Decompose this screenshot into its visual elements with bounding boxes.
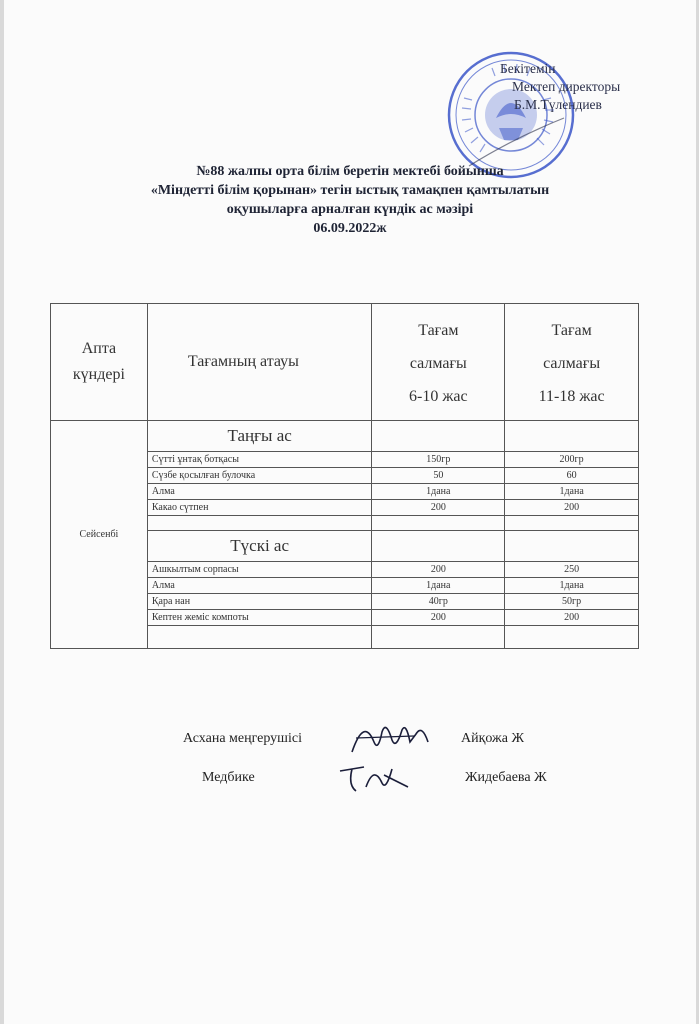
header-dish-name: Тағамның атауы bbox=[147, 304, 372, 421]
table-row: Алма 1дана 1дана bbox=[51, 484, 639, 500]
table-row: Кептен жеміс компоты 200 200 bbox=[51, 610, 639, 626]
table-row: Алма 1дана 1дана bbox=[51, 578, 639, 594]
approval-block bbox=[494, 60, 620, 114]
nurse-signature bbox=[334, 757, 414, 797]
nurse-title: Медбике bbox=[202, 770, 255, 785]
day-cell: Сейсенбі bbox=[51, 421, 148, 649]
table-row: Сүзбе қосылған булочка 50 60 bbox=[51, 468, 639, 484]
header-week-days: Апта күндері bbox=[51, 304, 148, 421]
daily-menu-table bbox=[50, 303, 639, 649]
nurse-name: Жидебаева Ж bbox=[465, 770, 547, 785]
table-header-row bbox=[51, 304, 639, 421]
breakfast-label-row bbox=[51, 421, 639, 452]
kitchen-head-title: Асхана меңгерушісі bbox=[183, 731, 302, 746]
lunch-label: Түскі ас bbox=[147, 531, 372, 562]
table-row: Какао сүтпен 200 200 bbox=[51, 500, 639, 516]
approval-line-2: Мектеп директоры bbox=[512, 79, 621, 94]
table-row: Ашкылтым сорпасы 200 250 bbox=[51, 562, 639, 578]
document-title bbox=[4, 162, 696, 238]
approval-line-3: Б.М.Түлендиев bbox=[514, 97, 602, 112]
kitchen-head-signature bbox=[344, 712, 434, 762]
menu-document bbox=[4, 0, 696, 1024]
title-date: 06.09.2022ж bbox=[313, 221, 387, 236]
header-weight-11-18: Тағам салмағы 11-18 жас bbox=[505, 304, 639, 421]
table-row: Сүтті ұнтақ ботқасы 150гр 200гр bbox=[51, 452, 639, 468]
title-line-2: «Міндетті білім қорынан» тегін ыстық тамақпен қамтылатын bbox=[150, 183, 550, 198]
title-line-1: №88 жалпы орта білім беретін мектебі бойынша bbox=[196, 164, 504, 179]
breakfast-label: Таңғы ас bbox=[147, 421, 372, 452]
kitchen-head-name: Айқожа Ж bbox=[461, 731, 524, 746]
header-weight-6-10: Тағам салмағы 6-10 жас bbox=[372, 304, 505, 421]
title-line-3: оқушыларға арналған күндік ас мәзірі bbox=[226, 202, 474, 217]
table-row: Қара нан 40гр 50гр bbox=[51, 594, 639, 610]
approval-line-1: Бекітемін bbox=[500, 61, 556, 76]
